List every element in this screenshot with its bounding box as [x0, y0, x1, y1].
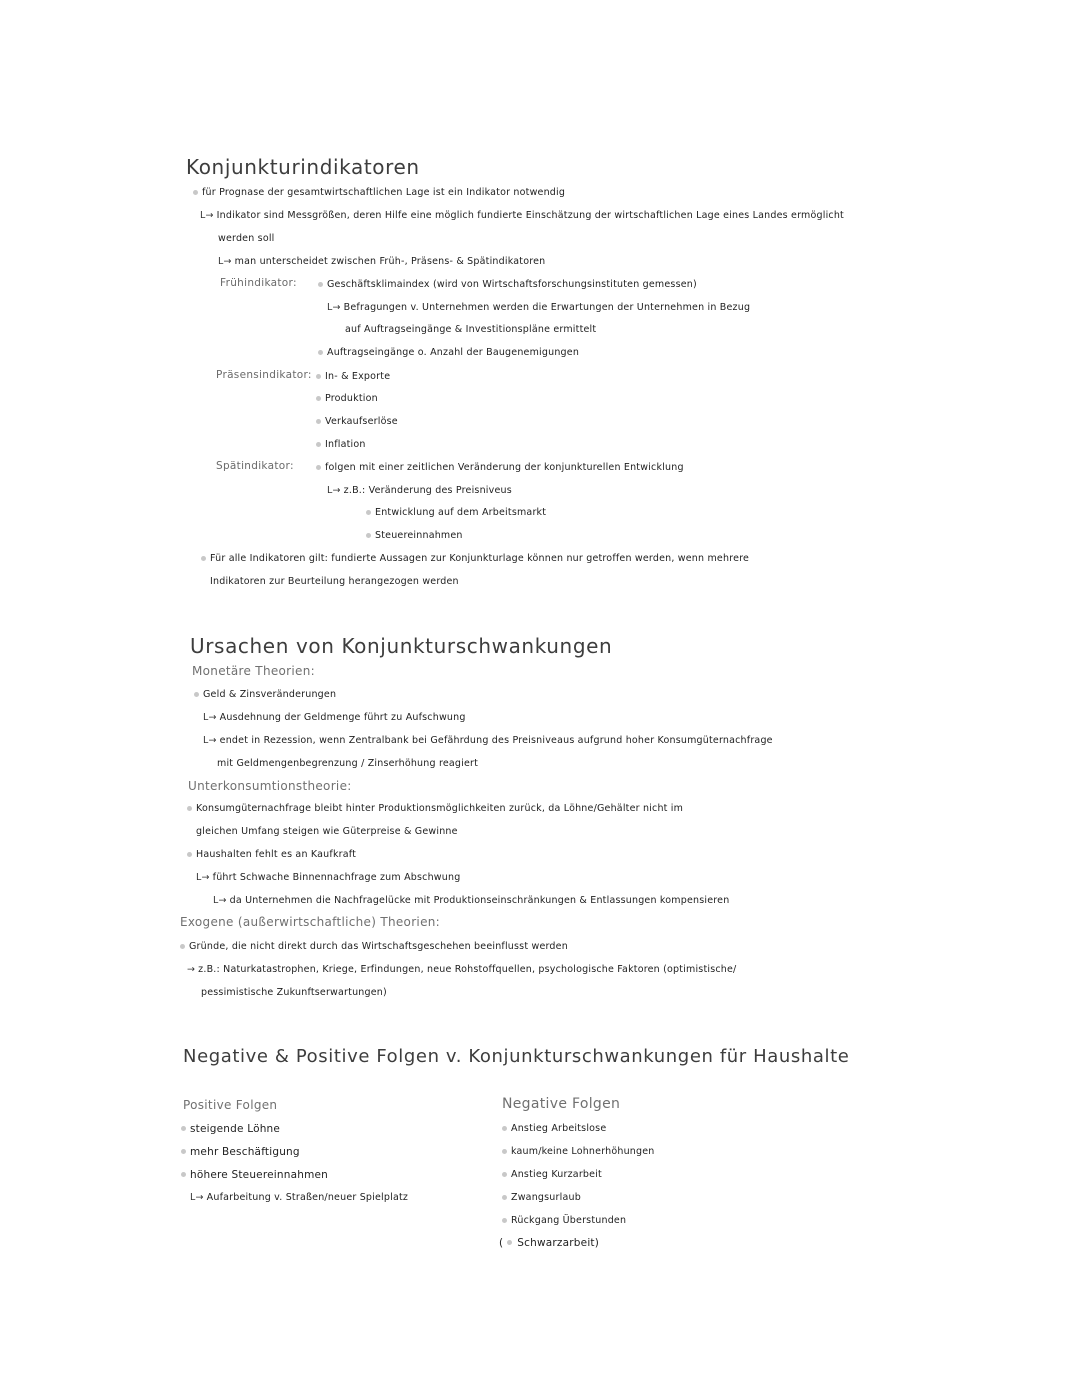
subheading-exogenous: Exogene (außerwirtschaftliche) Theorien: [180, 915, 440, 929]
arrow-line: L→ z.B.: Veränderung des Preisniveus [327, 485, 512, 496]
arrow-line: L→ man unterscheidet zwischen Früh-, Präsens- & Spätindikatoren [218, 256, 546, 267]
negative-item: Anstieg Arbeitslose [511, 1123, 607, 1134]
arrow-line: L→ endet in Rezession, wenn Zentralbank bei Gefährdung des Preisniveaus aufgrund hoher Konsumgüternachfrage [203, 735, 773, 746]
negative-item: Rückgang Überstunden [511, 1215, 627, 1226]
negative-item: kaum/keine Lohnerhöhungen [511, 1146, 655, 1157]
subheading-negative: Negative Folgen [502, 1096, 621, 1112]
text-line: werden soll [218, 233, 275, 244]
subheading-underconsumption: Unterkonsumtionstheorie: [188, 779, 352, 793]
bullet-text: Geld & Zinsveränderungen [203, 689, 337, 700]
arrow-line: → z.B.: Naturkatastrophen, Kriege, Erfindungen, neue Rohstoffquellen, psychologische Faktoren (optimistische/ [187, 964, 737, 975]
label-spatindikator: Spätindikator: [216, 460, 294, 472]
positive-item: steigende Löhne [190, 1123, 281, 1135]
bullet-text: Entwicklung auf dem Arbeitsmarkt [375, 507, 547, 518]
section-title-consequences: Negative & Positive Folgen v. Konjunkturschwankungen für Haushalte [183, 1046, 850, 1067]
bullet-text: Für alle Indikatoren gilt: fundierte Aussagen zur Konjunkturlage können nur getroffen werden, wenn mehrere [210, 553, 750, 564]
subheading-positive: Positive Folgen [183, 1098, 278, 1112]
bullet-text: Verkaufserlöse [325, 416, 398, 427]
arrow-line: L→ Aufarbeitung v. Straßen/neuer Spielplatz [190, 1192, 409, 1203]
subheading-monetary: Monetäre Theorien: [192, 664, 315, 678]
bullet-text: In- & Exporte [325, 371, 391, 382]
bullet-text: Steuereinnahmen [375, 530, 463, 541]
bullet-text: Auftragseingänge o. Anzahl der Baugenemigungen [327, 347, 580, 358]
text-line: Indikatoren zur Beurteilung herangezogen werden [210, 576, 459, 587]
arrow-line: L→ führt Schwache Binnennachfrage zum Abschwung [196, 872, 461, 883]
text-line: auf Auftragseingänge & Investitionspläne ermittelt [345, 324, 597, 335]
bullet-text: für Prognase der gesamtwirtschaftlichen Lage ist ein Indikator notwendig [202, 187, 566, 198]
bullet-text: Haushalten fehlt es an Kaufkraft [196, 849, 357, 860]
arrow-line: L→ Befragungen v. Unternehmen werden die Erwartungen der Unternehmen in Bezug [327, 302, 751, 313]
text-line: mit Geldmengenbegrenzung / Zinserhöhung reagiert [217, 758, 479, 769]
bullet-text: Gründe, die nicht direkt durch das Wirtschaftsgeschehen beeinflusst werden [189, 941, 568, 952]
arrow-line: L→ Indikator sind Messgrößen, deren Hilfe eine möglich fundierte Einschätzung der wirtschaftlichen Lage eines Landes ermöglicht [200, 210, 844, 221]
positive-item: höhere Steuereinnahmen [190, 1169, 329, 1181]
bullet-text: Konsumgüternachfrage bleibt hinter Produktionsmöglichkeiten zurück, da Löhne/Gehälter nicht im [196, 803, 684, 814]
section-title-causes: Ursachen von Konjunkturschwankungen [190, 634, 613, 658]
text-line: pessimistische Zukunftserwartungen) [201, 987, 387, 998]
text-line: gleichen Umfang steigen wie Güterpreise & Gewinne [196, 826, 458, 837]
bullet-text: folgen mit einer zeitlichen Veränderung der konjunkturellen Entwicklung [325, 462, 684, 473]
negative-item: Anstieg Kurzarbeit [511, 1169, 602, 1180]
label-prasensindikator: Präsensindikator: [216, 369, 312, 381]
arrow-line: L→ Ausdehnung der Geldmenge führt zu Aufschwung [203, 712, 466, 723]
bullet-text: Produktion [325, 393, 378, 404]
positive-item: mehr Beschäftigung [190, 1146, 300, 1158]
label-fruhindikator: Frühindikator: [220, 277, 297, 289]
bullet-text: Geschäftsklimaindex (wird von Wirtschaftsforschungsinstituten gemessen) [327, 279, 697, 290]
negative-item-last: ( Schwarzarbeit) [499, 1237, 600, 1249]
bullet-text: Inflation [325, 439, 366, 450]
section-title-indicators: Konjunkturindikatoren [186, 155, 420, 179]
arrow-line: L→ da Unternehmen die Nachfragelücke mit Produktionseinschränkungen & Entlassungen kompensieren [213, 895, 730, 906]
negative-item: Zwangsurlaub [511, 1192, 581, 1203]
